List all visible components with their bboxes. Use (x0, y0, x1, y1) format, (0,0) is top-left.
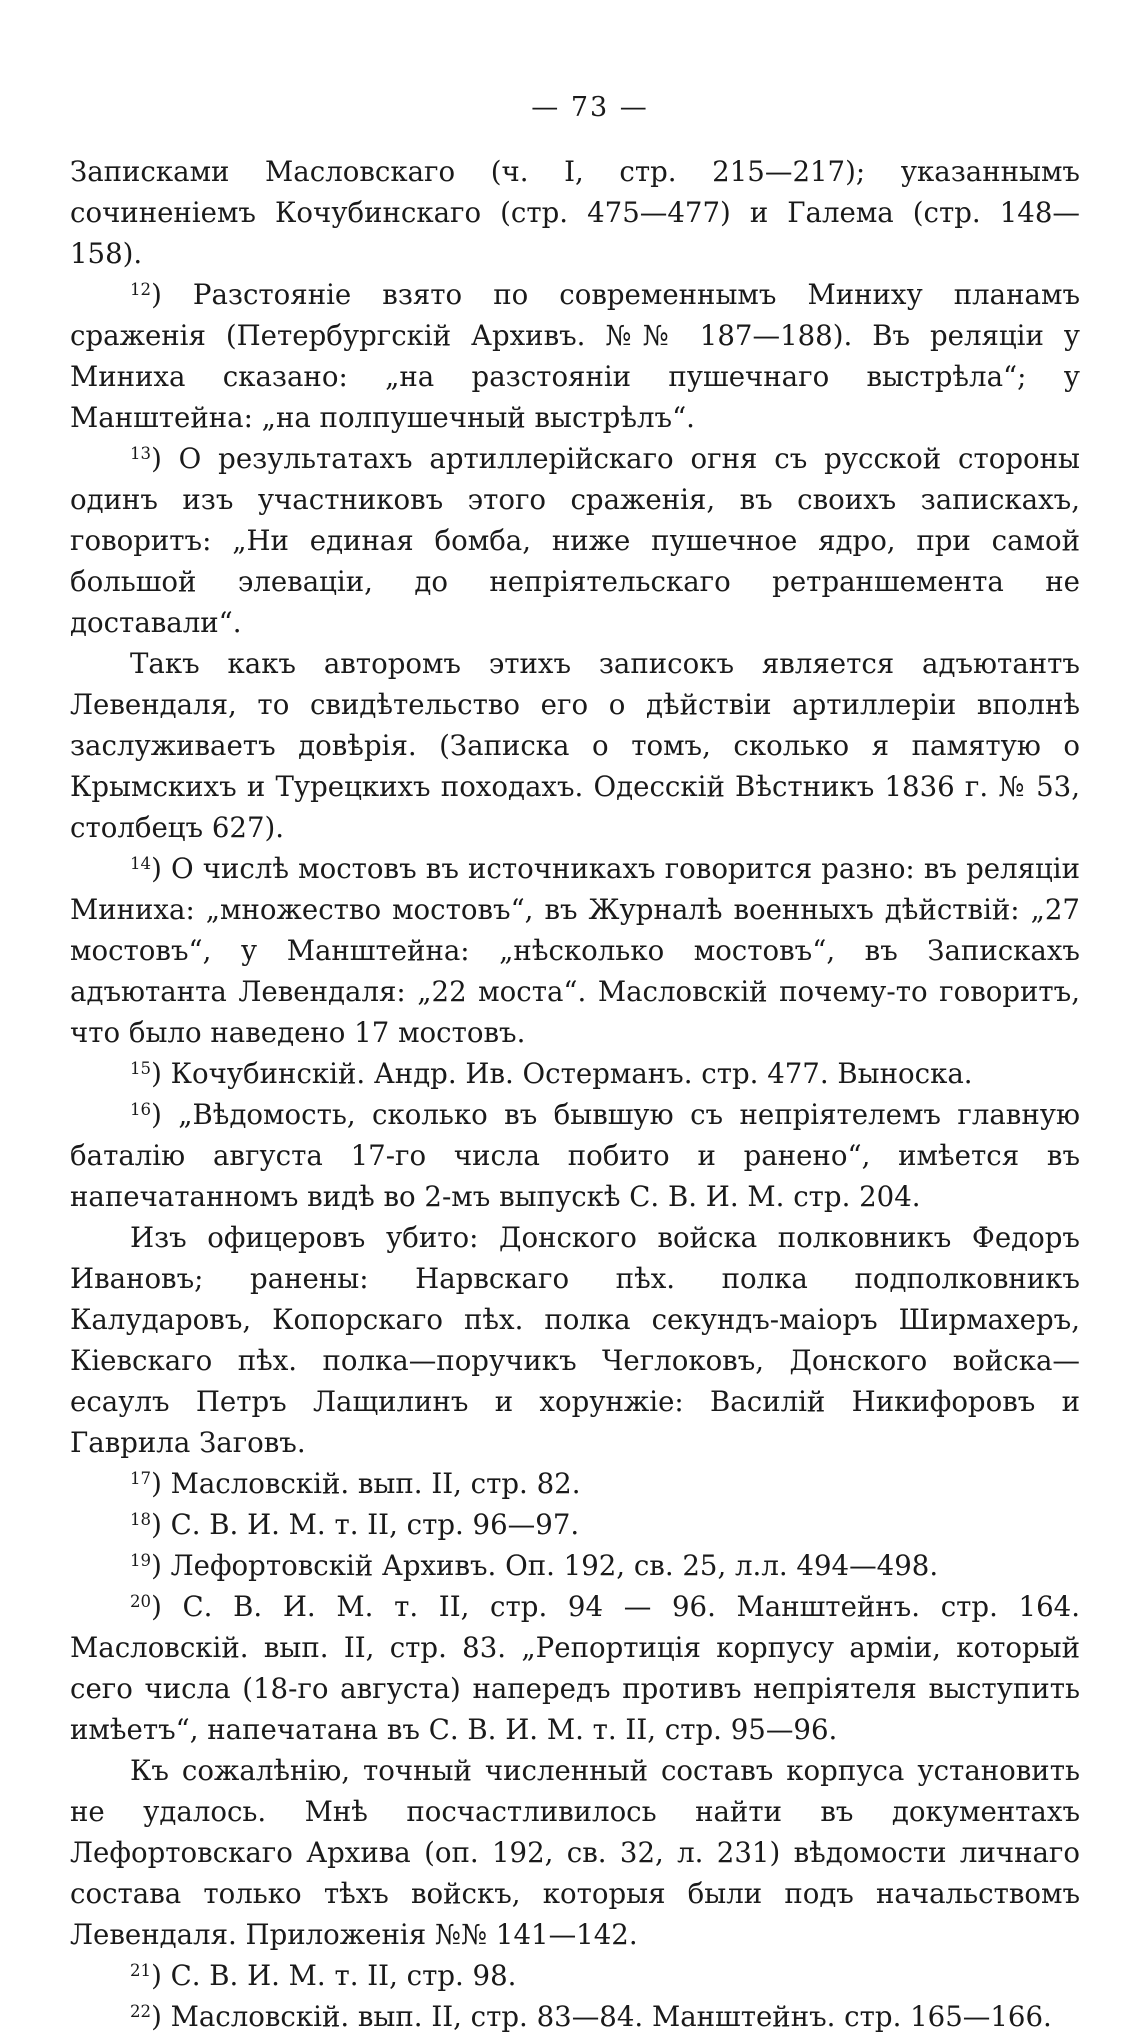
paragraph-text: Изъ офицеровъ убито: Донского войска полковникъ Федоръ Ивановъ; ранены: Нарвскаго пѣх. полка подполковникъ Калударовъ, Копорскаго пѣх. полка секундъ-маіоръ Ширмахеръ, Кіевскаго пѣх. полка—поручикъ Чеглоковъ, Донского войска—есаулъ Петръ Лащилинъ и хорунжіе: Василій Никифоровъ и Гаврила Заговъ. (70, 1221, 1080, 1459)
page-number: — 73 — (531, 92, 649, 123)
footnote-15 (70, 1053, 1080, 1094)
footnote-18 (70, 1504, 1080, 1545)
footnote-19 (70, 1545, 1080, 1586)
footnote-21 (70, 1955, 1080, 1996)
paragraph-text: ) С. В. И. М. т. II, стр. 94 — 96. Манштейнъ. стр. 164. Масловскій. вып. II, стр. 83. „Репортиція корпусу арміи, который сего числа (18-го августа) напередъ противъ непріятеля выступить имѣетъ“, напечатана въ С. В. И. М. т. II, стр. 95—96. (70, 1590, 1080, 1746)
footnote-14 (70, 848, 1080, 1053)
book-page (70, 92, 1080, 2037)
paragraph-text: ) „Вѣдомость, сколько въ бывшую съ непріятелемъ главную баталію августа 17-го числа побито и ранено“, имѣется въ напечатанномъ видѣ во 2-мъ выпускѣ С. В. И. М. стр. 204. (70, 1098, 1080, 1213)
paragraph-officers (70, 1217, 1080, 1463)
footnote-17 (70, 1463, 1080, 1504)
paragraph-levendal (70, 643, 1080, 848)
paragraph-text: ) С. В. И. М. т. II, стр. 98. (151, 1959, 517, 1992)
footnote-marker: 18 (130, 1509, 152, 1529)
footnote-marker: 16 (130, 1099, 152, 1119)
paragraph-corps (70, 1750, 1080, 1955)
paragraph-text: ) Масловскій. вып. II, стр. 82. (151, 1467, 581, 1500)
footnote-marker: 13 (130, 443, 152, 463)
paragraph-text: ) С. В. И. М. т. II, стр. 96—97. (151, 1508, 580, 1541)
footnote-marker: 15 (130, 1058, 152, 1078)
paragraph-text: ) О результатахъ артиллерійскаго огня съ русской стороны одинъ изъ участниковъ этого сраженія, въ своихъ запискахъ, говоритъ: „Ни единая бомба, ниже пушечное ядро, при самой большой элеваціи, до непріятельскаго ретраншемента не доставали“. (70, 442, 1080, 639)
paragraph-text: ) Лефортовскій Архивъ. Оп. 192, св. 25, л.л. 494—498. (151, 1549, 939, 1582)
paragraph-text: ) Кочубинскій. Андр. Ив. Остерманъ. стр. 477. Выноска. (151, 1057, 973, 1090)
footnote-22 (70, 1996, 1080, 2037)
footnote-20 (70, 1586, 1080, 1750)
paragraph-text: Къ сожалѣнію, точный численный составъ корпуса установить не удалось. Мнѣ посчастливилось найти въ документахъ Лефортовскаго Архива (оп. 192, св. 32, л. 231) вѣдомости личнаго состава только тѣхъ войскъ, которыя были подъ начальствомъ Левендаля. Приложенія №№ 141—142. (70, 1754, 1080, 1951)
paragraph-text: ) О числѣ мостовъ въ источникахъ говорится разно: въ реляціи Миниха: „множество мостовъ“, въ Журналѣ военныхъ дѣйствій: „27 мостовъ“, у Манштейна: „нѣсколько мостовъ“, въ Запискахъ адъютанта Левендаля: „22 моста“. Масловскій почему-то говоритъ, что было наведено 17 мостовъ. (70, 852, 1080, 1049)
footnote-marker: 14 (130, 853, 152, 873)
paragraph-text: Записками Масловскаго (ч. I, стр. 215—217); указаннымъ сочиненіемъ Кочубинскаго (стр. 475—477) и Галема (стр. 148—158). (70, 155, 1080, 270)
footnote-marker: 20 (130, 1591, 152, 1611)
footnote-13 (70, 438, 1080, 643)
footnote-marker: 17 (130, 1468, 152, 1488)
footnote-marker: 22 (130, 2001, 152, 2021)
paragraph-text: Такъ какъ авторомъ этихъ записокъ является адъютантъ Левендаля, то свидѣтельство его о дѣйствіи артиллеріи вполнѣ заслуживаетъ довѣрія. (Записка о томъ, сколько я памятую о Крымскихъ и Турецкихъ походахъ. Одесскій Вѣстникъ 1836 г. № 53, столбецъ 627). (70, 647, 1080, 844)
paragraph-text: ) Масловскій. вып. II, стр. 83—84. Манштейнъ. стр. 165—166. (151, 2000, 1052, 2033)
paragraph-continuation (70, 151, 1080, 274)
footnote-marker: 19 (130, 1550, 152, 1570)
footnote-16 (70, 1094, 1080, 1217)
footnote-marker: 21 (130, 1960, 152, 1980)
footnote-12 (70, 274, 1080, 438)
paragraph-text: ) Разстояніе взято по современнымъ Миниху планамъ сраженія (Петербургскій Архивъ. №№ 187—188). Въ реляціи у Миниха сказано: „на разстояніи пушечнаго выстрѣла“; у Манштейна: „на полпушечный выстрѣлъ“. (70, 278, 1080, 434)
footnote-marker: 12 (130, 279, 152, 299)
